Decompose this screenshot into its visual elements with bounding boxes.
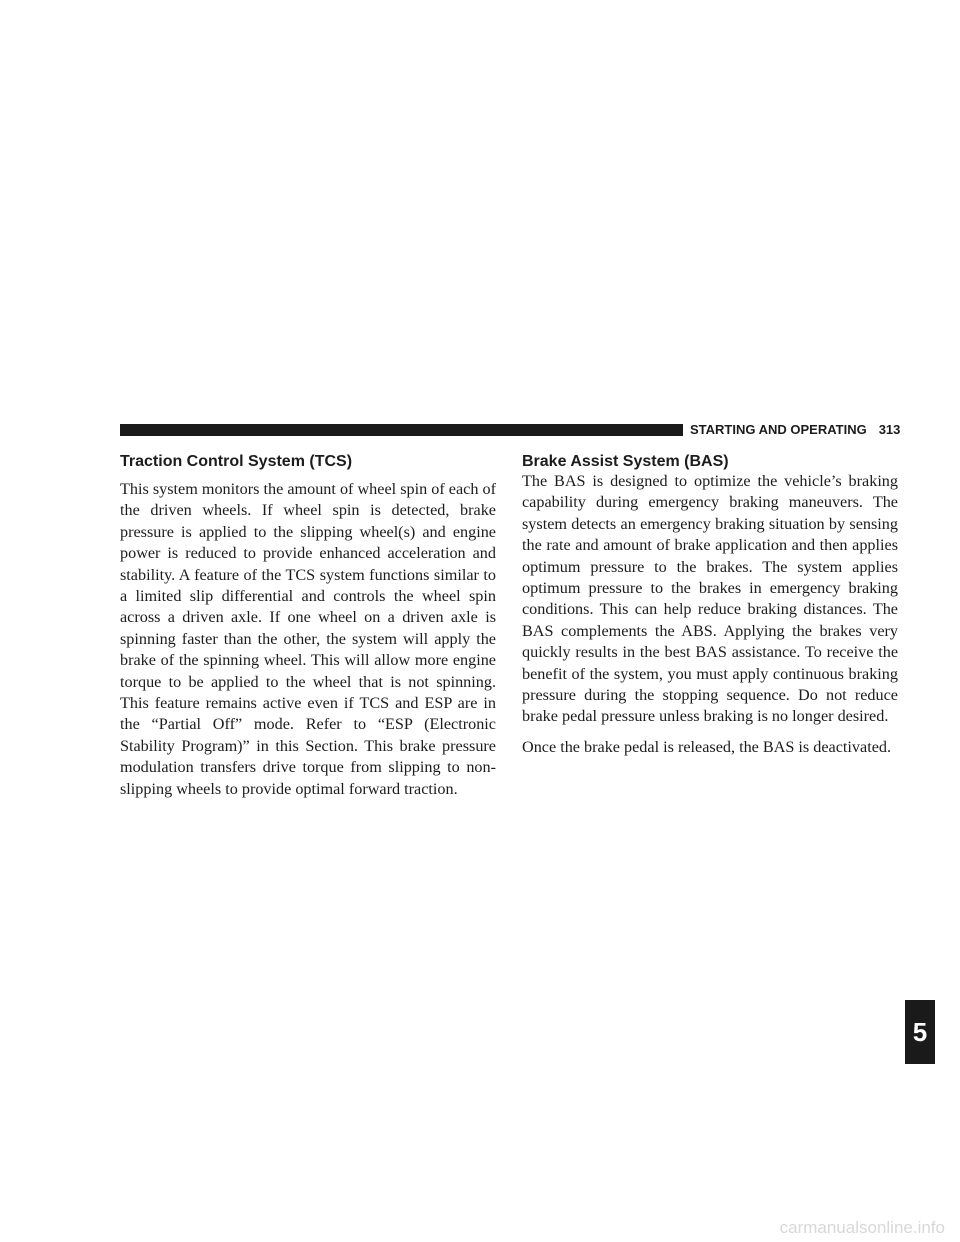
left-column [120,452,496,800]
page-number: 313 [878,422,901,437]
watermark: carmanualsonline.info [779,1218,945,1237]
bas-paragraph: The BAS is designed to optimize the vehicle’s braking capability during emergency braking maneuvers. The system detects an emergency braking situation by sensing the rate and amount of brake application and then applies optimum pressure to the brakes. The system applies optimum pressure to the brakes in emergency braking conditions. This can help reduce braking distances. The BAS complements the ABS. Applying the brakes very quickly results in the best BAS assistance. To receive the benefit of the system, you must apply continuous braking pressure during the stopping sequence. Do not reduce brake pedal pressure unless braking is no longer desired. [522,472,898,726]
section-label: STARTING AND OPERATING [690,422,867,437]
chapter-tab: 5 [905,1000,935,1064]
running-header [690,421,912,439]
right-column [522,452,898,758]
tcs-paragraph: This system monitors the amount of wheel spin of each of the driven wheels. If wheel spin is detected, brake pressure is applied to the slipping wheel(s) and engine power is reduced to provide enhanced acceleration and stability. A feature of the TCS system functions similar to a limited slip differential and controls the wheel spin across a driven axle. If one wheel on a driven axle is spinning faster than the other, the system will apply the brake of the spinning wheel. This will allow more engine torque to be applied to the wheel that is not spinning. This feature remains active even if TCS and ESP are in the “Partial Off” mode. Refer to “ESP (Electronic Stability Program)” in this Section. This brake pressure modulation transfers drive torque from slipping to non-slipping wheels to provide optimal forward traction. [120,480,496,798]
bas-paragraph-2: Once the brake pedal is released, the BAS is deactivated. [522,737,892,756]
tcs-heading: Traction Control System (TCS) [120,453,353,470]
header-rule [120,424,683,436]
bas-heading: Brake Assist System (BAS) [522,453,729,470]
